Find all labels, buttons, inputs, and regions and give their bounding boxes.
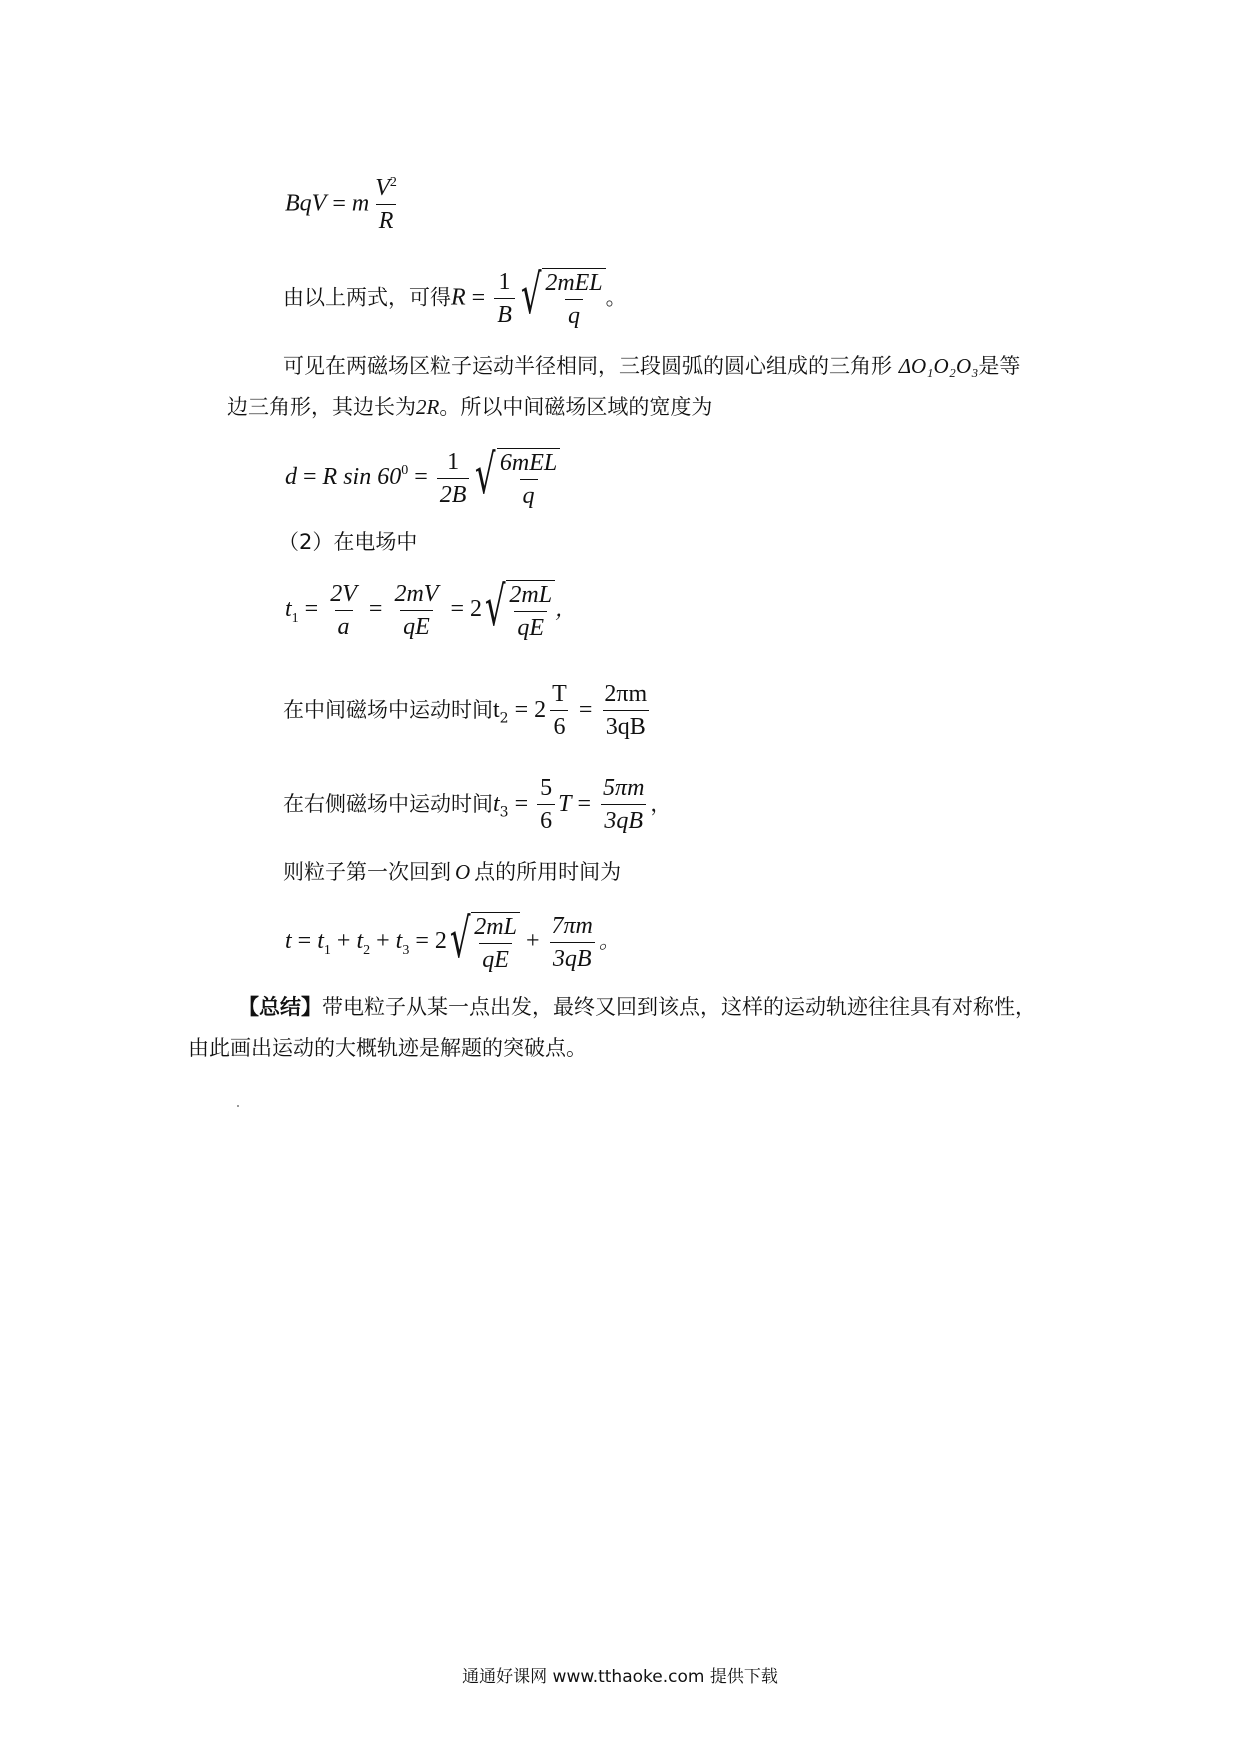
eq3-equals-1: = [303,464,317,491]
eq4-coef: 2 [469,596,482,623]
eq3-radden: q [520,479,538,509]
eq4-sqrt: √ $\frac{2mL}{qE}$ [482,580,555,641]
stray-dot [237,1105,239,1107]
part2-label [278,532,417,553]
eq6-suffix: ， [650,792,672,817]
eq6-fraction-2 [600,776,647,834]
eq3-lhs: d [285,464,297,491]
eq8-fraction [549,914,596,972]
para1-line1b: 是等 [978,354,1021,378]
eq8-lhs: t [285,928,292,955]
eq4-fraction-2 [391,582,441,640]
equation-t1 [285,575,577,642]
eq3-fnum: 1 [447,448,460,475]
eq3-mid: R sin 60 [322,464,402,491]
eq6-fraction-1 [537,776,555,834]
eq3-sup: 0 [401,463,409,479]
paragraph-1-line-2 [227,397,712,418]
eq1-m: m [351,190,370,217]
eq5-lhs: t [493,697,500,724]
eq8-sqrt: √ $\frac{2mL}{qE}$ [447,912,520,973]
equation-lorentz [285,176,403,234]
equation-t2: 在中间磁场中运动时间$t_2 = 2$ $\frac{T}{6}$ = $\frac{2\pi m}{3qB}$ [283,682,653,740]
eq4-radden: qE [514,611,547,641]
para1-line1a: 可见在两磁场区粒子运动半径相同，三段圆弧的圆心组成的三角形 [283,354,892,378]
eq8-fden: 3qB [550,942,595,972]
eq1-den: R [376,204,397,234]
equation-t3: 在右侧磁场中运动时间$t_3$ = $\frac{5}{6}$ T = $\frac{5\pi m}{3qB}$ ， [283,775,672,835]
eq5-prefix: 在中间磁场中运动时间 [283,698,493,723]
eq5-fraction-1 [549,682,570,740]
eq8-s1: 1 [323,943,331,958]
eq3-fraction [437,450,470,508]
summary-line-2 [188,1038,587,1059]
eq6-sub: 3 [499,804,509,821]
eq2-prefix: 由以上两式，可得 [283,285,451,310]
eq2-lhs: R [451,284,466,311]
page-footer [0,1662,1240,1687]
eq4-lhs: t [285,596,292,623]
eq8-fnum: 7πm [551,912,593,939]
eq4-suffix: ， [555,597,577,622]
summary-line2-text: 由此画出运动的大概轨迹是解题的突破点。 [188,1036,587,1060]
eq2-suffix: 。 [605,285,627,310]
eq6-lhs: t [493,791,500,818]
summary-line-1 [238,997,1036,1018]
eq4-fraction-1 [327,582,360,640]
eq6-prefix: 在右侧磁场中运动时间 [283,792,493,817]
para1-line2a: 边三角形，其边长为 [227,395,416,419]
eq1-equals: = [332,190,346,217]
eq1-lhs: BqV [285,190,327,217]
eq8-radnum: 2mL [474,914,517,940]
eq5-coef: 2 [534,697,547,724]
eq8-t2: t [356,928,364,955]
eq8-s2: 2 [363,943,371,958]
total-time-intro [283,862,621,883]
eq6-f2den: 3qB [601,804,646,834]
eq4-radnum: 2mL [509,582,553,608]
eq3-fden: 2B [437,478,470,508]
eq8-t3: t [395,928,403,955]
eq2-radnum: 2mEL [545,270,603,296]
eq8-suffix: 。 [598,929,620,954]
eq3-sqrt: √ $\frac{\text{6mEL}}{q}$ [472,448,560,509]
eq3-equals-2: = [414,464,428,491]
eq8-t1: t [317,928,324,955]
eq2-sqrt: √ $\frac{\text{2mEL}}{q}$ [518,268,606,329]
eq8-coef: 2 [434,928,447,955]
line7-O: O [455,860,471,884]
eq4-f1num: 2V [330,580,357,607]
eq4-equals-1: = [304,596,319,623]
eq5-f1den: 6 [550,710,568,740]
eq6-T: T [558,791,572,818]
eq2-fnum: 1 [498,268,511,295]
eq5-fraction-2 [601,682,650,740]
equation-total-time: $t = t_1 + t_2 + t_3 = 2$ √ $\frac{2mL}{qE}$ + $\frac{7\pi m}{3qB}$ 。 [285,907,620,974]
para1-triangle: ΔO₁O₂O₃ [898,354,979,378]
part2-label-text: （2）在电场中 [278,530,418,554]
eq4-equals-2: = [368,596,383,623]
eq5-f1num: T [552,681,567,707]
eq6-f1num: 5 [540,775,553,801]
eq4-sub: 1 [291,611,299,626]
eq5-f2den: 3qB [603,710,649,740]
eq4-f1den: a [335,610,353,640]
eq8-radden: qE [479,943,512,973]
summary-label: 【总结】 [238,995,322,1019]
footer-text: 通通好课网 www.tthaoke.com 提供下载 [462,1667,778,1687]
eq8-s3: 3 [402,943,410,958]
eq4-f2num: 2mV [394,580,439,607]
line7-text-a: 则粒子第一次回到 [283,860,451,884]
equation-width [285,443,560,510]
eq5-sub: 2 [499,710,509,727]
eq2-equals: = [471,284,486,311]
para1-len: 2R [416,395,440,419]
paragraph-1-line-1 [283,356,1020,377]
eq6-f1den: 6 [537,804,555,834]
eq5-f2num: 2πm [604,681,648,707]
eq6-f2num: 5πm [603,775,645,801]
eq2-fraction [494,270,515,328]
eq4-equals-3: = [450,596,464,623]
eq3-radnum: 6mEL [499,450,558,476]
eq1-num: V [375,175,390,201]
eq1-sup: 2 [389,175,397,190]
eq1-fraction [372,176,400,234]
para1-line2b: 。所以中间磁场区域的宽度为 [439,395,713,419]
summary-line1-text: 带电粒子从某一点出发，最终又回到该点，这样的运动轨迹往往具有对称性， [322,995,1036,1019]
eq2-fden: B [494,298,515,328]
eq4-f2den: qE [400,610,433,640]
equation-radius [283,263,627,330]
line7-text-b: 点的所用时间为 [474,860,622,884]
eq2-radden: q [565,299,583,329]
